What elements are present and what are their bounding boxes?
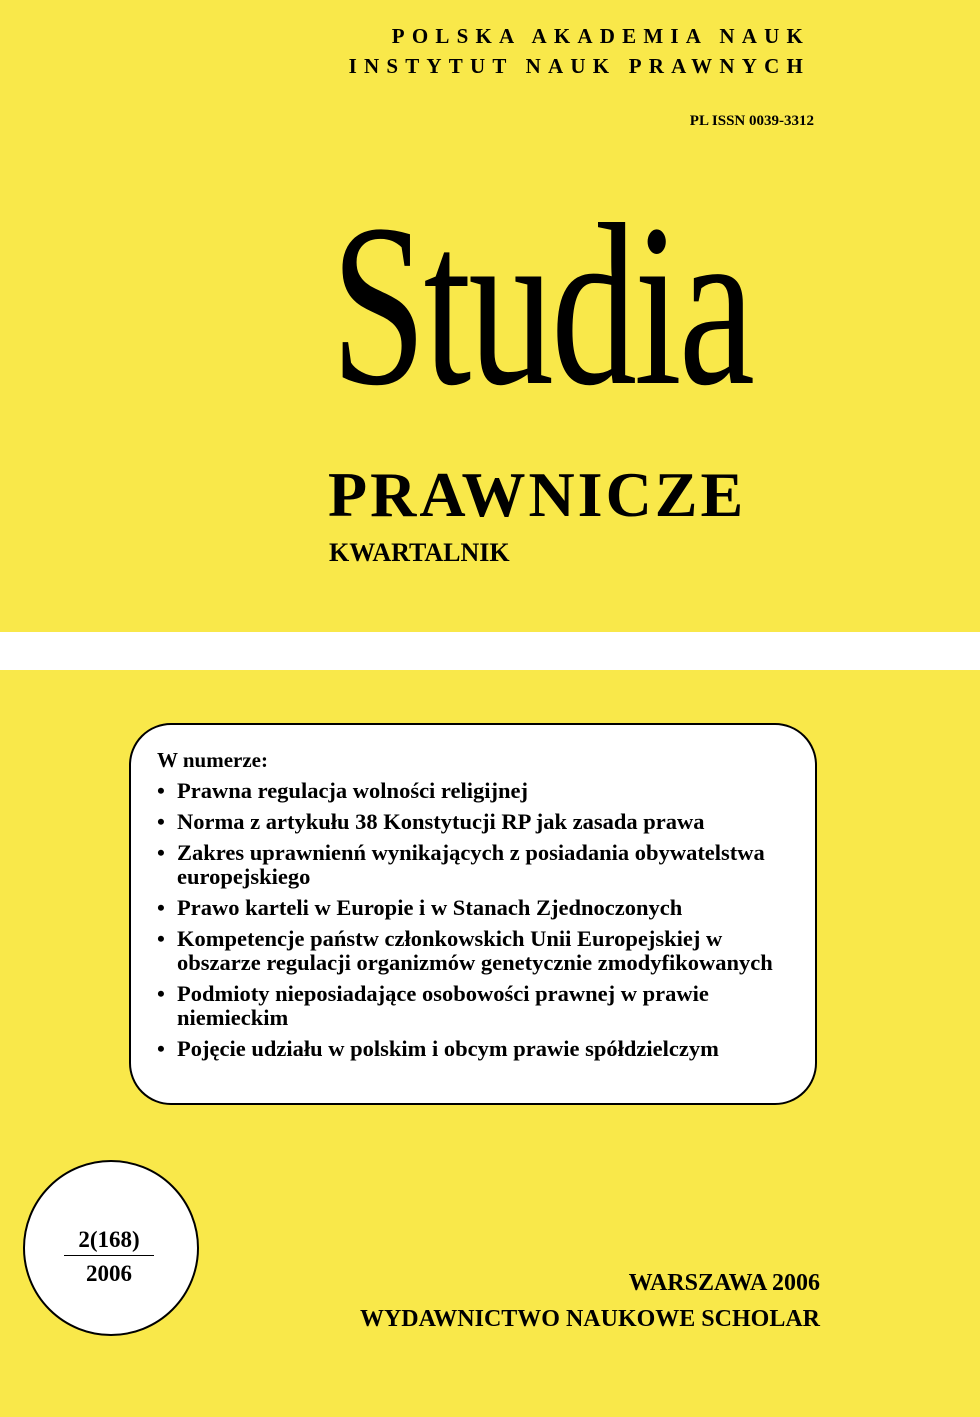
issue-number: 2(168): [78, 1227, 140, 1252]
place-and-year: WARSZAWA 2006: [628, 1270, 820, 1296]
contents-item: [157, 841, 797, 889]
bullet-icon: •: [157, 778, 165, 803]
bullet-icon: •: [157, 840, 165, 865]
contents-item: [157, 982, 797, 1030]
journal-title: Studia: [331, 177, 753, 434]
contents-item: [157, 810, 797, 834]
contents-item-text: Zakres uprawnienń wynikających z posiadania obywatelstwa europejskiego: [177, 840, 765, 889]
white-stripe-divider: [0, 632, 980, 670]
publisher-name: WYDAWNICTWO NAUKOWE SCHOLAR: [359, 1306, 820, 1332]
org-name-line2: INSTYTUT NAUK PRAWNYCH: [348, 54, 810, 78]
contents-box: [129, 723, 817, 1105]
contents-item-text: Podmioty nieposiadające osobowości prawnej w prawie niemieckim: [177, 981, 709, 1030]
issn-label: PL ISSN 0039-3312: [689, 113, 814, 129]
bullet-icon: •: [157, 895, 165, 920]
bullet-icon: •: [157, 1036, 165, 1061]
contents-item: [157, 896, 797, 920]
bullet-icon: •: [157, 981, 165, 1006]
bullet-icon: •: [157, 926, 165, 951]
bullet-icon: •: [157, 809, 165, 834]
contents-item: [157, 927, 797, 975]
contents-item-text: Prawo karteli w Europie i w Stanach Zjednoczonych: [177, 895, 683, 920]
journal-subtitle: PRAWNICZE: [328, 459, 747, 530]
contents-heading: W numerze:: [157, 748, 268, 772]
contents-item-text: Kompetencje państw członkowskich Unii Europejskiej w obszarze regulacji organizmów genetycznie zmodyfikowanych: [177, 926, 773, 975]
contents-item: [157, 779, 797, 803]
contents-item-text: Prawna regulacja wolności religijnej: [177, 778, 528, 803]
issue-year: 2006: [86, 1261, 132, 1286]
contents-item: [157, 1037, 797, 1061]
issue-divider-line: [64, 1255, 154, 1256]
publication-frequency: KWARTALNIK: [329, 538, 510, 567]
contents-item-text: Norma z artykułu 38 Konstytucji RP jak zasada prawa: [177, 809, 705, 834]
org-name-line1: POLSKA AKADEMIA NAUK: [391, 24, 810, 48]
contents-item-text: Pojęcie udziału w polskim i obcym prawie spółdzielczym: [177, 1036, 719, 1061]
